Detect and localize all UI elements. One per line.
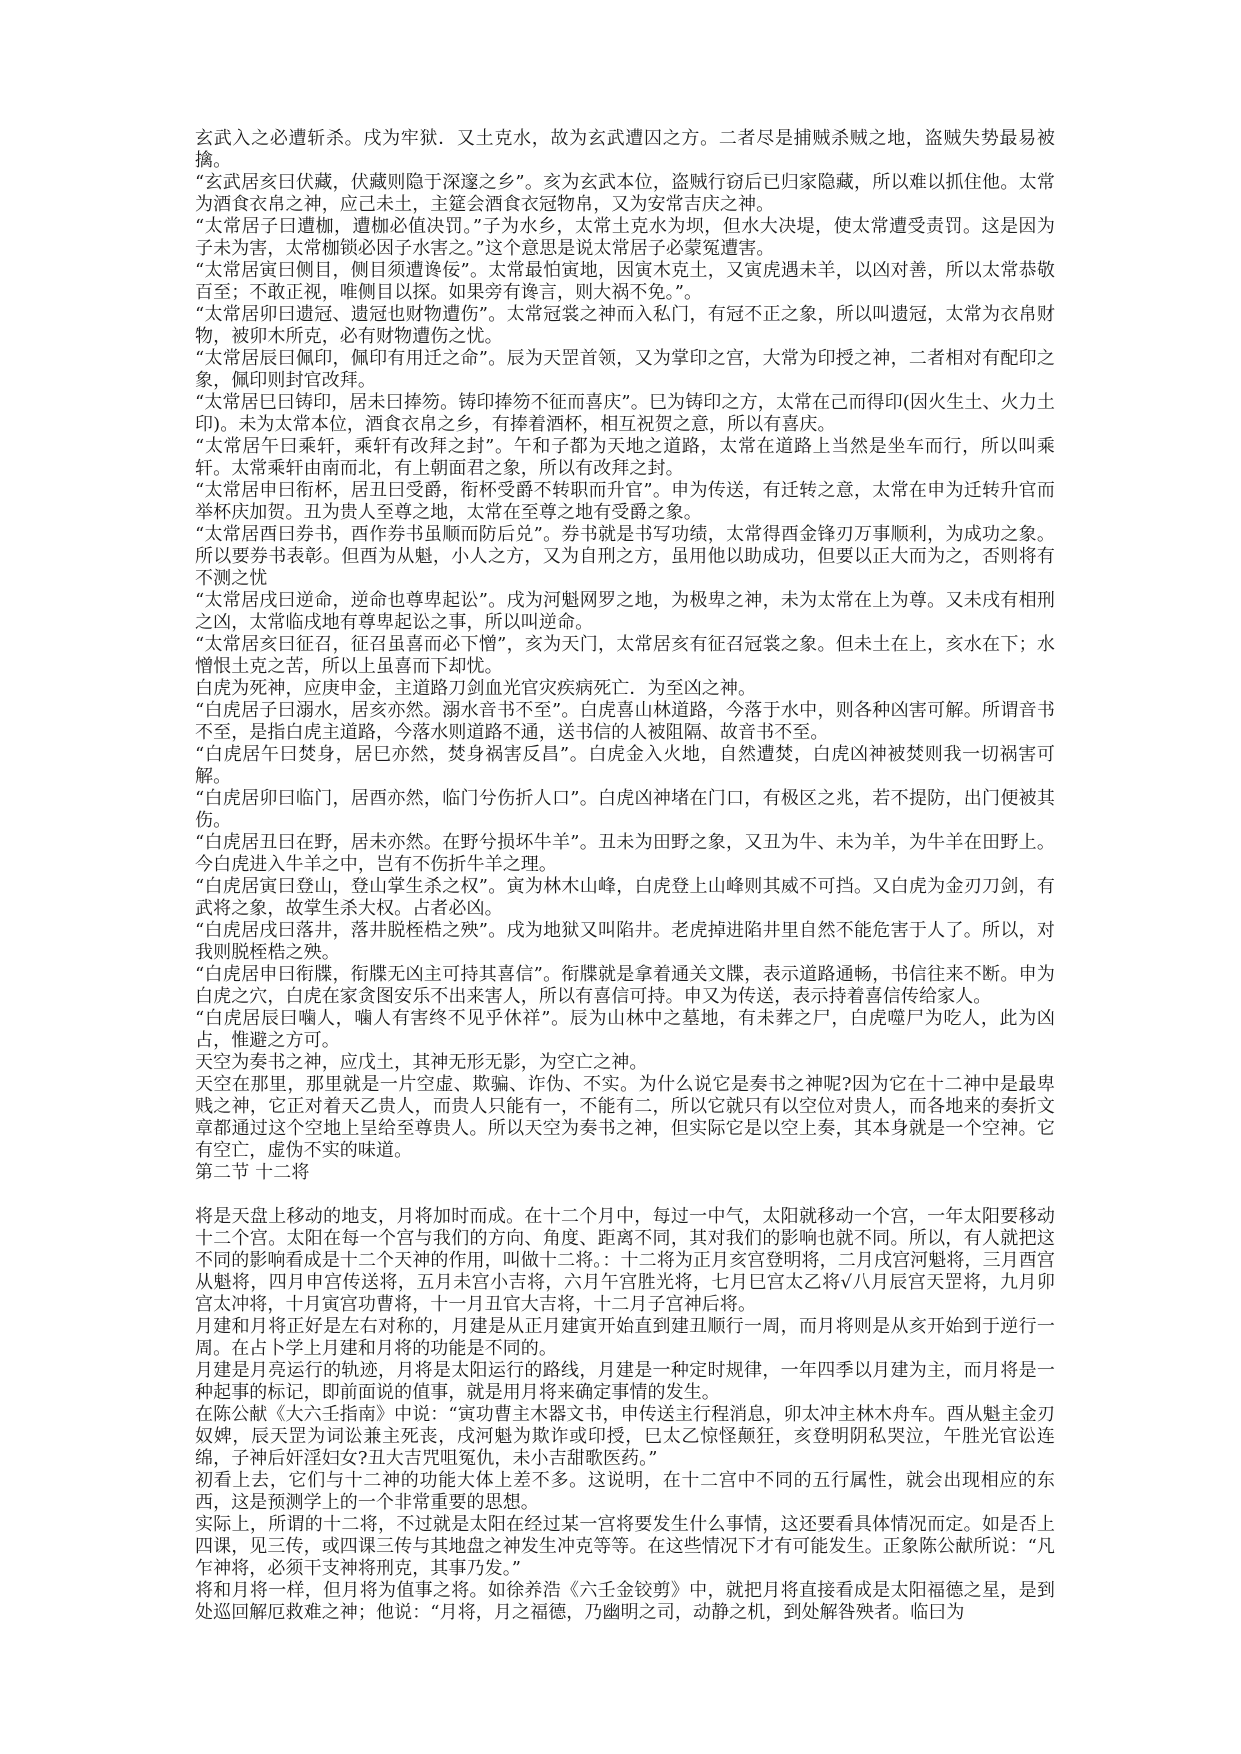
paragraph: “太常居戌曰逆命，逆命也尊卑起讼”。戌为河魁网罗之地，为极卑之神，未为太常在上为尊。又未戌有相刑之凶，太常临戌地有尊卑起讼之事，所以叫逆命。 [195, 590, 1055, 633]
paragraph: 将和月将一样，但月将为值事之将。如徐养浩《六壬金铰剪》中，就把月将直接看成是太阳福德之星，是到处巡回解厄救难之神；他说：“月将，月之福德，乃幽明之司，动静之机，到处解咎殃者。临曰为 [195, 1580, 1055, 1623]
paragraph: “白虎居申曰衔牒，衔牒无凶主可持其喜信”。衔牒就是拿着通关文牒，表示道路通畅，书信往来不断。申为白虎之穴，白虎在家贪图安乐不出来害人，所以有喜信可持。申又为传送，表示持着喜信传给家人。 [195, 964, 1055, 1007]
document-page [195, 128, 1055, 1624]
paragraph: “白虎居寅曰登山，登山掌生杀之权”。寅为林木山峰，白虎登上山峰则其威不可挡。又白虎为金刃刀剑，有武将之象，故掌生杀大权。占者必凶。 [195, 876, 1055, 919]
paragraph: 初看上去，它们与十二神的功能大体上差不多。这说明，在十二宫中不同的五行属性，就会出现相应的东西，这是预测学上的一个非常重要的思想。 [195, 1470, 1055, 1513]
paragraph: 天空在那里，那里就是一片空虚、欺骗、诈伪、不实。为什么说它是奏书之神呢?因为它在十二神中是最卑贱之神，它正对着天乙贵人，而贵人只能有一，不能有二，所以它就只有以空位对贵人，而各地来的奏折文章都通过这个空地上呈给至尊贵人。所以天空为奏书之神，但实际它是以空上奏，其本身就是一个空神。它有空亡，虚伪不实的味道。 [195, 1074, 1055, 1161]
section-heading: 第二节 十二将 [195, 1162, 310, 1183]
paragraph: 玄武入之必遭斩杀。戌为牢狱．又土克水，故为玄武遭囚之方。二者尽是捕贼杀贼之地，盗贼失势最易被擒。 [195, 128, 1055, 171]
paragraph: 月建和月将正好是左右对称的，月建是从正月建寅开始直到建丑顺行一周，而月将则是从亥开始到于逆行一周。在占卜学上月建和月将的功能是不同的。 [195, 1316, 1055, 1359]
spacer [195, 1184, 1055, 1206]
paragraph: “太常居子曰遭枷，遭枷必值决罚。”子为水乡，太常土克水为坝，但水大决堤，使太常遭受责罚。这是因为子未为害，太常枷锁必因子水害之。”这个意思是说太常居子必蒙冤遭害。 [195, 216, 1055, 259]
paragraph: “白虎居丑曰在野，居未亦然。在野兮损坏牛羊”。丑未为田野之象，又丑为牛、未为羊，为牛羊在田野上。今白虎进入牛羊之中，岂有不伤折牛羊之理。 [195, 832, 1055, 875]
paragraph: 白虎为死神，应庚申金，主道路刀剑血光官灾疾病死亡．为至凶之神。 [195, 678, 757, 699]
text-block-1 [195, 128, 1055, 1162]
paragraph: 实际上，所谓的十二将，不过就是太阳在经过某一宫将要发生什么事情，这还要看具体情况而定。如是否上四课，见三传，或四课三传与其地盘之神发生冲克等等。在这些情况下才有可能发生。正象陈公献所说：“凡乍神将，必须干支神将刑克，其事乃发。” [195, 1514, 1055, 1579]
paragraph: “太常居卯曰遗冠、遗冠也财物遭伤”。太常冠裳之神而入私门，有冠不正之象，所以叫遗冠，太常为衣帛财物，被卯木所克，必有财物遭伤之忧。 [195, 304, 1055, 347]
paragraph: “太常居午曰乘轩，乘轩有改拜之封”。午和子都为天地之道路，太常在道路上当然是坐车而行，所以叫乘轩。太常乘轩由南而北，有上朝面君之象，所以有改拜之封。 [195, 436, 1055, 479]
paragraph: 将是天盘上移动的地支，月将加时而成。在十二个月中，每过一中气，太阳就移动一个宫，一年太阳要移动十二个宫。太阳在每一个宫与我们的方向、角度、距离不同，其对我们的影响也就不同。所以，有人就把这不同的影响看成是十二个天神的作用，叫做十二将。：十二将为正月亥宫登明将，二月戌宫河魁将，三月酉宫从魁将，四月申宫传送将，五月未宫小吉将，六月午宫胜光将，七月巳宫太乙将√八月辰宫天罡将，九月卯宫太冲将，十月寅宫功曹将，十一月丑官大吉将，十二月子宫神后将。 [195, 1206, 1055, 1315]
paragraph: “白虎居戌曰落井，落井脱桎梏之殃”。戌为地狱又叫陷井。老虎掉进陷井里自然不能危害于人了。所以，对我则脱桎梏之殃。 [195, 920, 1055, 963]
paragraph: “太常居寅曰侧目，侧目须遭谗佞”。太常最怕寅地，因寅木克土，又寅虎遇未羊，以凶对善，所以太常恭敬百至；不敢正视，唯侧目以探。如果旁有谗言，则大祸不免。”。 [195, 260, 1055, 303]
paragraph: 在陈公献《大六壬指南》中说：“寅功曹主木器文书，申传送主行程消息，卯太冲主林木舟车。酉从魁主金刃奴婢，辰天罡为词讼兼主死丧，戌河魁为欺诈或印授，巳太乙惊怪颠狂，亥登明阴私哭泣，午胜光官讼连绵，子神后奸淫妇女?丑大吉咒咀冤仇，未小吉甜歌医药。” [195, 1404, 1055, 1469]
paragraph: “太常居巳曰铸印，居未曰捧笏。铸印捧笏不征而喜庆”。巳为铸印之方，太常在己而得印(因火生土、火力土印)。未为太常本位，酒食衣帛之乡，有捧着酒杯，相互祝贺之意，所以有喜庆。 [195, 392, 1055, 435]
paragraph: “白虎居子曰溺水，居亥亦然。溺水音书不至”。白虎喜山林道路，今落于水中，则各种凶害可解。所谓音书不至，是指白虎主道路，今落水则道路不通，送书信的人被阻隔、故音书不至。 [195, 700, 1055, 743]
text-block-2 [195, 1206, 1055, 1624]
paragraph: “白虎居卯曰临门，居酉亦然，临门兮伤折人口”。白虎凶神堵在门口，有极区之兆，若不提防，出门便被其伤。 [195, 788, 1055, 831]
paragraph: “太常居酉曰券书，酉作券书虽顺而防后兑”。券书就是书写功绩，太常得酉金锋刃万事顺利，为成功之象。所以要券书表彰。但酉为从魁，小人之方，又为自刑之方，虽用他以助成功，但要以正大而为之，否则将有不测之忧 [195, 524, 1055, 589]
paragraph: “太常居亥曰征召，征召虽喜而必下憎”，亥为天门，太常居亥有征召冠裳之象。但未土在上，亥水在下；水憎恨土克之苦，所以上虽喜而下却忧。 [195, 634, 1055, 677]
paragraph: 月建是月亮运行的轨迹，月将是太阳运行的路线，月建是一种定时规律，一年四季以月建为主，而月将是一种起事的标记，即前面说的值事，就是用月将来确定事情的发生。 [195, 1360, 1055, 1403]
paragraph: 天空为奏书之神，应戊土，其神无形无影，为空亡之神。 [195, 1052, 648, 1073]
paragraph: “太常居申曰衔杯，居丑曰受爵，衔杯受爵不转职而升官”。申为传送，有迁转之意，太常在申为迁转升官而举杯庆加贺。丑为贵人至尊之地，太常在至尊之地有受爵之象。 [195, 480, 1055, 523]
paragraph: “太常居辰曰佩印，佩印有用迁之命”。辰为天罡首领，又为掌印之宫，大常为印授之神，二者相对有配印之象，佩印则封官改拜。 [195, 348, 1055, 391]
paragraph: “白虎居午曰焚身，居巳亦然，焚身祸害反昌”。白虎金入火地，自然遭焚，白虎凶神被焚则我一切祸害可解。 [195, 744, 1055, 787]
paragraph: “白虎居辰曰噛人，噛人有害终不见乎休祥”。辰为山林中之墓地，有未葬之尸，白虎噬尸为吃人，此为凶占，惟避之方可。 [195, 1008, 1055, 1051]
paragraph: “玄武居亥曰伏藏，伏藏则隐于深邃之乡”。亥为玄武本位，盗贼行窃后已归家隐藏，所以难以抓住他。太常为酒食衣帛之神，应己未土，主筵会酒食衣冠物帛，又为安常吉庆之神。 [195, 172, 1055, 215]
